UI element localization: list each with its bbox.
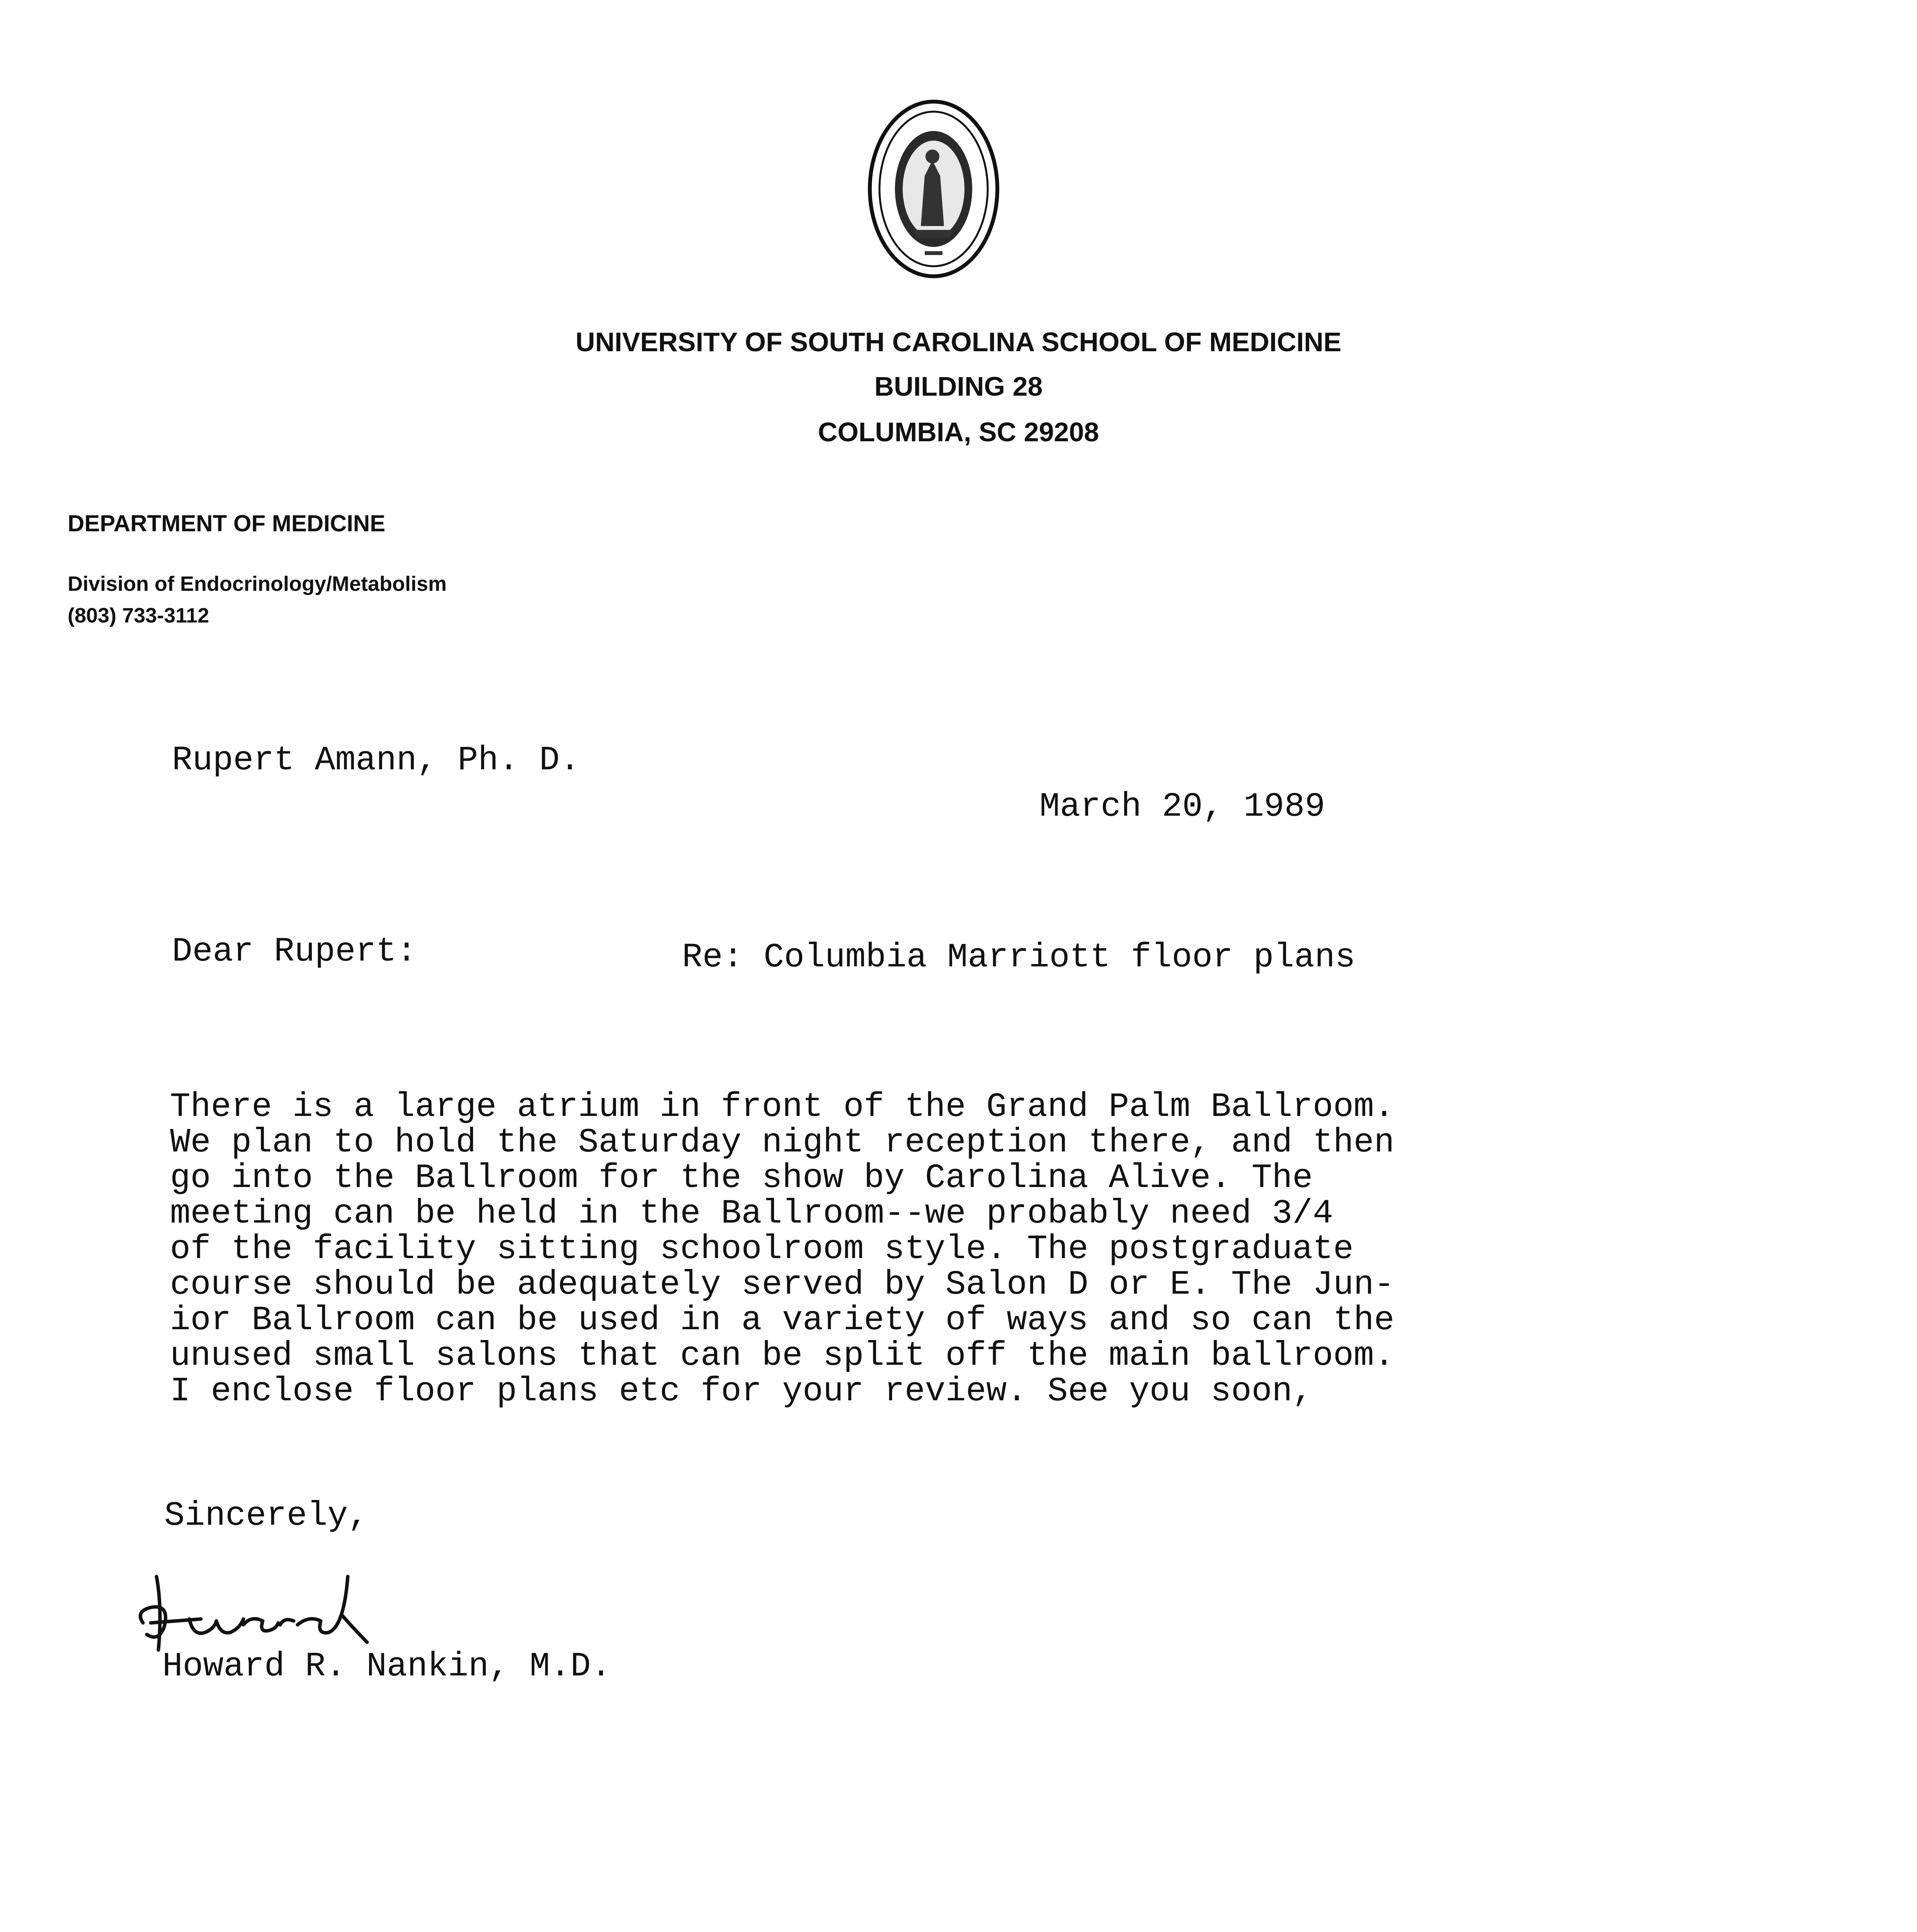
closing: Sincerely,	[164, 1497, 369, 1535]
city-line: COLUMBIA, SC 29208	[818, 417, 1099, 447]
body-line: We plan to hold the Saturday night reception there, and then	[170, 1124, 1395, 1162]
department-name: DEPARTMENT OF MEDICINE	[68, 510, 386, 536]
body-line: course should be adequately served by Salon D or E. The Jun-	[170, 1266, 1395, 1304]
institution-name: UNIVERSITY OF SOUTH CAROLINA SCHOOL OF MEDICINE	[575, 327, 1342, 357]
signer-name: Howard R. Nankin, M.D.	[162, 1648, 611, 1686]
handwritten-signature	[128, 1553, 398, 1662]
division-name: Division of Endocrinology/Metabolism	[68, 572, 447, 595]
recipient-name: Rupert Amann, Ph. D.	[172, 742, 580, 780]
body-line: I enclose floor plans etc for your review. See you soon,	[170, 1372, 1313, 1411]
salutation: Dear Rupert:	[172, 933, 417, 971]
body-line: meeting can be held in the Ballroom--we probably need 3/4	[170, 1195, 1334, 1233]
subject-line: Re: Columbia Marriott floor plans	[682, 939, 1356, 977]
body-line: There is a large atrium in front of the Grand Palm Ballroom.	[170, 1088, 1395, 1126]
body-line: of the facility sitting schoolroom style. The postgraduate	[170, 1230, 1354, 1269]
letter-body	[170, 1090, 1395, 1410]
building-line: BUILDING 28	[874, 371, 1043, 401]
body-line: go into the Ballroom for the show by Carolina Alive. The	[170, 1159, 1313, 1197]
body-line: unused small salons that can be split off the main ballroom.	[170, 1337, 1395, 1375]
university-seal-logo	[867, 99, 1000, 280]
body-line: ior Ballroom can be used in a variety of ways and so can the	[170, 1301, 1395, 1340]
letter-date: March 20, 1989	[1039, 788, 1325, 826]
department-phone: (803) 733-3112	[68, 604, 209, 627]
